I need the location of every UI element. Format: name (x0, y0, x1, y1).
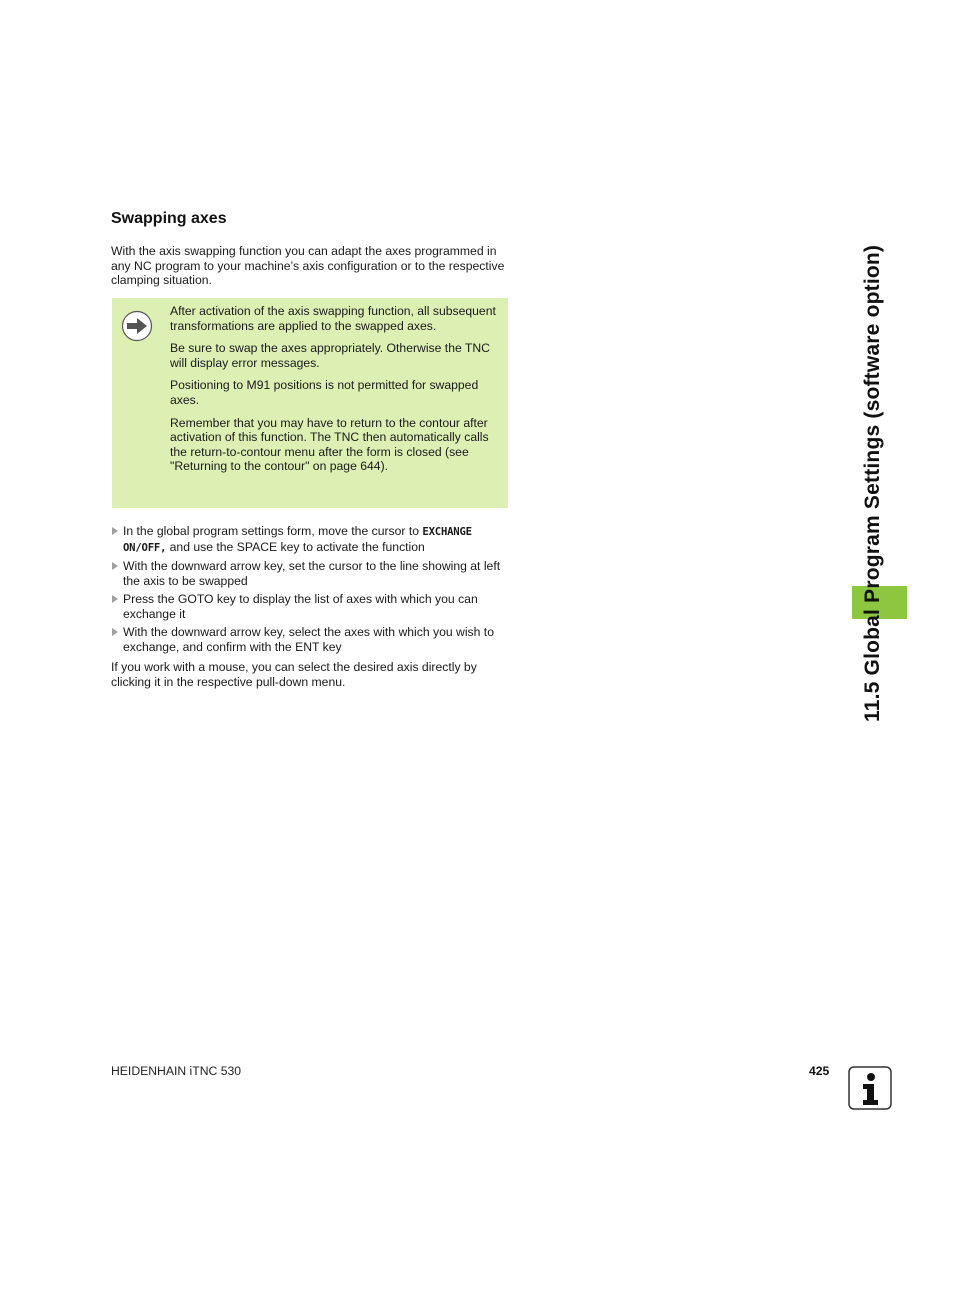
intro-paragraph: With the axis swapping function you can adapt the axes programmed in any NC program to your machine’s axis configuration or to the respective clamping situation. (111, 244, 505, 288)
note-paragraph: Remember that you may have to return to the contour after activation of this function. The TNC then automatically calls the return-to-contour menu after the form is closed (see "Returning to the contour" on page 644). (170, 415, 489, 474)
note-paragraph: Positioning to M91 positions is not permitted for swapped axes. (170, 378, 479, 407)
bullet-triangle-icon (112, 527, 118, 535)
step-text: With the downward arrow key, set the cursor to the line showing at left the axis to be swapped (123, 558, 501, 588)
note-box (112, 298, 508, 508)
step-text: Press the GOTO key to display the list of axes with which you can exchange it (123, 591, 478, 621)
note-text (170, 304, 502, 482)
arrow-right-icon (121, 310, 153, 342)
step-item (111, 625, 511, 654)
step-item (111, 524, 511, 555)
page-number: 425 (809, 1064, 830, 1078)
note-paragraph: After activation of the axis swapping function, all subsequent transformations are applied to the swapped axes. (170, 304, 496, 333)
footer-product: HEIDENHAIN iTNC 530 (111, 1064, 242, 1078)
section-heading: Swapping axes (111, 210, 227, 227)
note-paragraph: Be sure to swap the axes appropriately. Otherwise the TNC will display error messages. (170, 341, 490, 370)
softkey-code: EXCHANGE ON/OFF, (123, 526, 472, 554)
chapter-sidebar-title: 11.5 Global Program Settings (software option) (861, 244, 884, 722)
closing-paragraph: If you work with a mouse, you can select the desired axis directly by clicking it in the respective pull-down menu. (111, 660, 477, 689)
step-item (111, 592, 511, 621)
step-list (111, 524, 511, 658)
info-icon (848, 1066, 892, 1110)
bullet-triangle-icon (112, 595, 118, 603)
bullet-triangle-icon (112, 562, 118, 570)
step-text: and use the SPACE key to activate the function (166, 539, 425, 554)
step-text: With the downward arrow key, select the axes with which you wish to exchange, and confirm with the ENT key (123, 624, 494, 654)
step-item (111, 559, 511, 588)
bullet-triangle-icon (112, 628, 118, 636)
step-text: In the global program settings form, move the cursor to (123, 524, 423, 538)
